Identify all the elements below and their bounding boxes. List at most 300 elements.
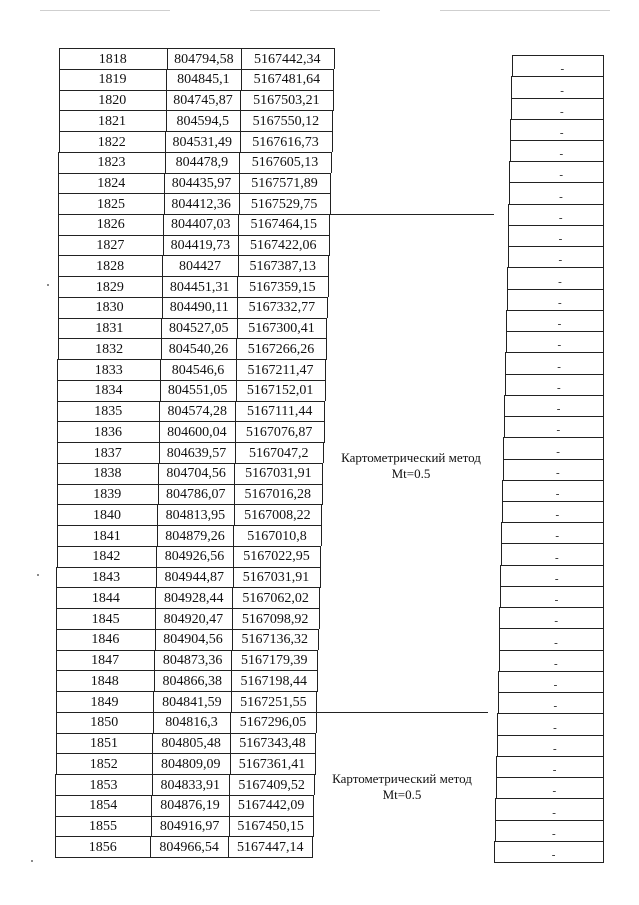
empty-value-dash: - (554, 572, 559, 585)
row-divider (511, 98, 603, 99)
empty-value-dash: - (558, 254, 563, 267)
column-divider (603, 119, 604, 141)
y-coordinate-cell: 5167481,64 (253, 72, 321, 88)
column-divider (603, 628, 604, 650)
column-divider (504, 395, 505, 417)
column-divider (603, 565, 604, 587)
column-divider (319, 608, 320, 629)
x-coordinate-cell: 804841,59 (162, 694, 222, 710)
column-divider (321, 525, 322, 546)
column-divider (603, 756, 604, 778)
column-divider (603, 246, 604, 268)
y-coordinate-cell: 5167031,91 (242, 570, 310, 586)
method-label-line1: Картометрический метод (332, 771, 472, 786)
scan-artifact-line (40, 10, 170, 11)
point-number-cell: 1821 (97, 113, 126, 129)
column-divider (497, 735, 498, 757)
empty-value-dash: - (556, 466, 560, 479)
column-divider (505, 374, 506, 396)
point-number-cell: 1822 (97, 134, 126, 150)
point-number-cell: 1856 (88, 839, 117, 855)
empty-value-dash: - (555, 551, 559, 564)
row-divider (506, 331, 603, 332)
row-divider (509, 204, 603, 205)
column-divider (325, 380, 326, 401)
empty-value-dash: - (553, 657, 558, 670)
empty-value-dash: - (553, 679, 558, 692)
point-number-cell: 1854 (89, 798, 118, 814)
column-divider (324, 421, 325, 442)
point-number-cell: 1820 (98, 93, 127, 108)
row-divider (499, 628, 603, 629)
column-divider (603, 480, 604, 502)
y-coordinate-cell: 5167111,44 (246, 404, 313, 420)
column-divider (318, 629, 319, 650)
y-coordinate-cell: 5167136,32 (241, 632, 308, 648)
scan-speck (47, 284, 49, 286)
column-divider (494, 841, 495, 863)
column-divider (499, 650, 500, 672)
point-number-cell: 1827 (96, 238, 125, 254)
y-coordinate-cell: 5167296,05 (239, 715, 307, 731)
empty-value-dash: - (553, 700, 558, 713)
point-number-cell: 1855 (88, 819, 117, 834)
row-divider (497, 735, 603, 736)
row-divider (510, 140, 603, 141)
x-coordinate-cell: 804704,56 (166, 466, 226, 482)
empty-value-dash: - (555, 530, 560, 543)
column-divider (603, 459, 604, 481)
y-coordinate-cell: 5167211,47 (247, 362, 314, 378)
column-divider (322, 484, 323, 505)
point-number-cell: 1830 (95, 300, 124, 316)
x-coordinate-cell: 804879,26 (165, 528, 225, 544)
empty-value-dash: - (554, 615, 559, 628)
x-coordinate-cell: 804816,3 (165, 715, 218, 731)
empty-value-dash: - (556, 381, 561, 394)
row-divider (495, 820, 603, 821)
row-divider (496, 756, 603, 757)
empty-value-dash: - (559, 190, 563, 203)
column-divider (603, 76, 604, 98)
column-divider (498, 692, 499, 714)
column-divider (603, 55, 604, 77)
empty-value-dash: - (558, 211, 563, 224)
empty-value-dash: - (552, 785, 557, 798)
x-coordinate-cell: 804412,36 (171, 196, 231, 212)
x-coordinate-cell: 804546,6 (171, 362, 225, 378)
empty-value-dash: - (552, 806, 556, 819)
column-divider (321, 504, 322, 525)
column-divider (328, 255, 329, 276)
empty-value-dash: - (557, 318, 562, 331)
point-number-cell: 1847 (91, 653, 120, 669)
row-divider (501, 543, 603, 544)
x-coordinate-cell: 804427 (178, 258, 221, 274)
x-coordinate-cell: 804876,19 (160, 798, 220, 814)
point-number-cell: 1838 (93, 466, 122, 482)
point-number-cell: 1852 (89, 756, 118, 772)
x-coordinate-cell: 804540,26 (168, 341, 229, 357)
column-divider (325, 359, 326, 380)
x-coordinate-cell: 804478,9 (175, 155, 229, 171)
x-coordinate-cell: 804594,5 (176, 113, 229, 129)
column-divider (603, 374, 604, 396)
empty-value-dash: - (556, 445, 560, 458)
row-divider (498, 671, 603, 672)
empty-value-dash: - (556, 424, 561, 437)
column-divider (603, 204, 604, 226)
column-divider (603, 161, 604, 183)
x-coordinate-cell: 804805,48 (161, 736, 221, 751)
empty-value-dash: - (555, 488, 560, 500)
empty-value-dash: - (557, 339, 562, 352)
column-divider (330, 173, 331, 194)
y-coordinate-cell: 5167047,2 (249, 445, 309, 461)
point-number-cell: 1839 (93, 487, 122, 503)
column-divider (603, 522, 604, 544)
column-divider (506, 331, 507, 353)
y-coordinate-cell: 5167442,09 (237, 798, 305, 814)
column-divider (603, 310, 604, 332)
empty-value-dash: - (557, 360, 561, 373)
y-coordinate-cell: 5167062,02 (242, 590, 309, 606)
column-divider (500, 565, 501, 587)
row-divider (504, 437, 604, 438)
column-divider (603, 586, 604, 608)
column-divider (320, 546, 321, 567)
y-coordinate-cell: 5167010,8 (247, 528, 307, 544)
column-divider (506, 310, 507, 332)
point-number-cell: 1845 (91, 611, 120, 627)
column-divider (603, 182, 604, 204)
row-divider (507, 289, 603, 290)
column-divider (499, 628, 500, 650)
column-divider (316, 712, 317, 733)
point-number-cell: 1825 (96, 196, 125, 212)
y-coordinate-cell: 5167022,95 (243, 549, 310, 565)
point-number-cell: 1842 (92, 549, 121, 565)
y-coordinate-cell: 5167031,91 (245, 466, 312, 482)
row-divider (496, 777, 603, 778)
row-divider (502, 522, 603, 523)
empty-value-dash: - (559, 126, 564, 139)
column-divider (509, 182, 510, 204)
column-divider (313, 816, 314, 837)
column-divider (495, 798, 496, 820)
error-column-top-border (512, 55, 603, 56)
column-divider (312, 836, 313, 857)
column-divider (603, 416, 604, 438)
y-coordinate-cell: 5167387,13 (249, 258, 317, 274)
point-number-cell: 1846 (91, 632, 120, 648)
x-coordinate-cell: 804574,28 (167, 404, 228, 420)
row-divider (508, 246, 603, 247)
empty-value-dash: - (559, 148, 564, 161)
y-coordinate-cell: 5167464,15 (250, 217, 317, 233)
empty-value-dash: - (558, 233, 563, 246)
row-divider (502, 501, 603, 502)
point-number-cell: 1828 (96, 258, 125, 274)
empty-value-dash: - (557, 296, 562, 309)
column-divider (507, 289, 508, 311)
y-coordinate-cell: 5167361,41 (238, 756, 306, 772)
empty-value-dash: - (560, 105, 564, 118)
x-coordinate-cell: 804490,11 (169, 300, 229, 316)
row-divider (504, 395, 603, 396)
row-divider (509, 182, 603, 183)
column-divider (333, 69, 334, 90)
column-divider (328, 276, 329, 297)
x-coordinate-cell: 804639,57 (166, 445, 227, 461)
column-divider (603, 331, 604, 353)
column-divider (603, 777, 604, 799)
column-divider (496, 756, 497, 778)
empty-value-dash: - (558, 275, 562, 288)
row-divider (495, 798, 603, 799)
column-divider (603, 437, 604, 459)
empty-value-dash: - (556, 403, 561, 415)
row-divider (506, 310, 603, 311)
column-divider (319, 587, 320, 608)
x-coordinate-cell: 804551,05 (167, 383, 228, 399)
scan-artifact-line (440, 10, 610, 11)
column-divider (497, 713, 498, 735)
column-divider (496, 777, 497, 799)
row-divider (504, 416, 603, 417)
column-divider (603, 395, 604, 417)
y-coordinate-cell: 5167343,48 (239, 736, 306, 751)
point-number-cell: 1819 (98, 72, 127, 88)
column-divider (329, 214, 330, 235)
y-coordinate-cell: 5167442,34 (253, 51, 321, 67)
column-divider (500, 586, 501, 608)
scan-artifact-line (250, 10, 380, 11)
empty-value-dash: - (552, 742, 557, 755)
point-number-cell: 1853 (89, 777, 118, 793)
point-number-cell: 1840 (92, 507, 121, 523)
y-coordinate-cell: 5167447,14 (236, 839, 304, 855)
column-divider (603, 267, 604, 289)
y-coordinate-cell: 5167409,52 (238, 777, 305, 793)
row-divider (503, 459, 603, 460)
x-coordinate-cell: 804845,1 (177, 72, 230, 88)
y-coordinate-cell: 5167198,44 (240, 673, 308, 689)
column-divider (603, 820, 604, 842)
column-divider (502, 501, 503, 523)
point-number-cell: 1823 (97, 155, 126, 171)
x-coordinate-cell: 804407,03 (170, 217, 231, 233)
y-coordinate-cell: 5167359,15 (249, 279, 316, 295)
column-divider (329, 235, 330, 256)
y-coordinate-cell: 5167098,92 (241, 611, 309, 627)
y-coordinate-cell: 5167550,12 (252, 113, 320, 129)
column-divider (507, 267, 508, 289)
point-number-cell: 1826 (96, 217, 125, 233)
column-divider (510, 140, 511, 162)
column-divider (315, 733, 316, 754)
y-coordinate-cell: 5167450,15 (237, 819, 304, 834)
x-coordinate-cell: 804966,54 (159, 839, 219, 855)
x-coordinate-cell: 804419,73 (170, 238, 231, 254)
method-label-line1: Картометрический метод (341, 450, 481, 465)
x-coordinate-cell: 804809,09 (161, 756, 221, 772)
y-coordinate-cell: 5167076,87 (245, 424, 313, 440)
column-divider (334, 48, 335, 69)
column-divider (603, 140, 604, 162)
column-divider (603, 713, 604, 735)
y-coordinate-cell: 5167179,39 (241, 653, 308, 669)
row-divider (497, 713, 603, 714)
row-divider (494, 862, 603, 863)
column-divider (603, 225, 604, 247)
y-coordinate-cell: 5167529,75 (250, 196, 318, 212)
x-coordinate-cell: 804745,87 (173, 93, 233, 108)
x-coordinate-cell: 804600,04 (167, 424, 227, 440)
column-divider (603, 98, 604, 120)
x-coordinate-cell: 804904,56 (163, 632, 223, 648)
y-coordinate-cell: 5167008,22 (244, 507, 311, 523)
x-coordinate-cell: 804813,95 (165, 507, 226, 523)
column-divider (327, 297, 328, 318)
column-divider (332, 131, 333, 152)
point-number-cell: 1836 (93, 424, 122, 440)
column-divider (504, 416, 505, 438)
column-divider (508, 246, 509, 268)
y-coordinate-cell: 5167152,01 (246, 383, 314, 399)
row-divider (495, 841, 604, 842)
point-number-cell: 1837 (93, 445, 122, 461)
y-coordinate-cell: 5167616,73 (252, 134, 319, 150)
column-divider (510, 119, 511, 141)
y-coordinate-cell: 5167300,41 (248, 321, 315, 337)
row-divider (505, 352, 603, 353)
column-divider (495, 820, 496, 842)
column-divider (499, 607, 500, 629)
x-coordinate-cell: 804873,36 (162, 653, 223, 669)
column-divider (326, 338, 327, 359)
column-divider (511, 76, 512, 98)
method-label-line2: Mt=0.5 (382, 787, 422, 802)
x-coordinate-cell: 804786,07 (165, 487, 226, 503)
column-divider (603, 798, 604, 820)
empty-value-dash: - (554, 594, 559, 607)
y-coordinate-cell: 5167605,13 (251, 155, 319, 171)
point-number-cell: 1832 (95, 341, 124, 357)
column-divider (603, 543, 604, 565)
column-divider (603, 692, 604, 714)
row-divider (510, 161, 603, 162)
column-divider (316, 691, 317, 712)
point-number-cell: 1841 (92, 528, 121, 544)
point-number-cell: 1834 (94, 383, 123, 399)
row-divider (498, 692, 603, 693)
empty-value-dash: - (553, 721, 557, 734)
row-divider (500, 586, 603, 587)
y-coordinate-cell: 5167251,55 (240, 694, 307, 710)
scan-speck (37, 574, 39, 576)
column-divider (333, 90, 334, 111)
y-coordinate-cell: 5167422,06 (249, 238, 317, 254)
x-coordinate-cell: 804527,05 (169, 321, 229, 337)
x-coordinate-cell: 804531,49 (172, 134, 232, 150)
column-divider (603, 352, 604, 374)
x-coordinate-cell: 804866,38 (162, 673, 222, 689)
column-divider (331, 152, 332, 173)
column-divider (501, 522, 502, 544)
column-divider (498, 671, 499, 693)
point-number-cell: 1843 (92, 570, 121, 586)
empty-value-dash: - (555, 509, 560, 522)
x-coordinate-cell: 804794,58 (174, 51, 234, 67)
y-coordinate-cell: 5167016,28 (244, 487, 312, 503)
empty-value-dash: - (559, 169, 564, 182)
x-coordinate-cell: 804435,97 (171, 176, 232, 191)
row-divider (505, 374, 603, 375)
point-number-cell: 1848 (90, 673, 119, 689)
column-divider (332, 110, 333, 131)
row-divider (512, 76, 604, 77)
row-divider (499, 650, 603, 651)
column-divider (501, 543, 502, 565)
empty-value-dash: - (560, 63, 565, 76)
column-divider (511, 98, 512, 120)
column-divider (603, 650, 604, 672)
y-coordinate-cell: 5167332,77 (248, 300, 316, 316)
column-divider (502, 480, 503, 502)
y-coordinate-cell: 5167503,21 (253, 93, 320, 108)
method-label (318, 450, 504, 482)
column-divider (317, 670, 318, 691)
column-divider (509, 161, 510, 183)
row-divider (501, 565, 603, 566)
point-number-cell: 1844 (91, 590, 120, 606)
x-coordinate-cell: 804944,87 (164, 570, 224, 586)
method-label (310, 771, 494, 803)
x-coordinate-cell: 804833,91 (160, 777, 221, 793)
column-divider (508, 204, 509, 226)
row-divider (507, 267, 603, 268)
column-divider (326, 318, 327, 339)
x-coordinate-cell: 804451,31 (169, 279, 230, 295)
point-number-cell: 1835 (94, 404, 123, 420)
x-coordinate-cell: 804926,56 (164, 549, 225, 565)
column-divider (603, 735, 604, 757)
empty-value-dash: - (554, 636, 558, 649)
point-number-cell: 1833 (94, 362, 123, 378)
point-number-cell: 1849 (90, 694, 119, 710)
empty-value-dash: - (552, 827, 556, 840)
y-coordinate-cell: 5167266,26 (247, 341, 315, 357)
column-divider (603, 607, 604, 629)
x-coordinate-cell: 804928,44 (163, 590, 224, 606)
column-divider (324, 401, 325, 422)
point-number-cell: 1818 (98, 51, 127, 67)
column-divider (603, 841, 604, 863)
point-number-cell: 1829 (95, 279, 124, 295)
row-divider (508, 225, 603, 226)
column-divider (603, 289, 604, 311)
column-divider (603, 501, 604, 523)
x-coordinate-cell: 804920,47 (163, 611, 224, 627)
column-divider (512, 55, 513, 77)
y-coordinate-cell: 5167571,89 (251, 176, 318, 191)
column-divider (320, 567, 321, 588)
empty-value-dash: - (560, 84, 564, 97)
x-coordinate-cell: 804916,97 (159, 819, 220, 834)
empty-value-dash: - (551, 849, 556, 861)
row-divider (500, 607, 603, 608)
